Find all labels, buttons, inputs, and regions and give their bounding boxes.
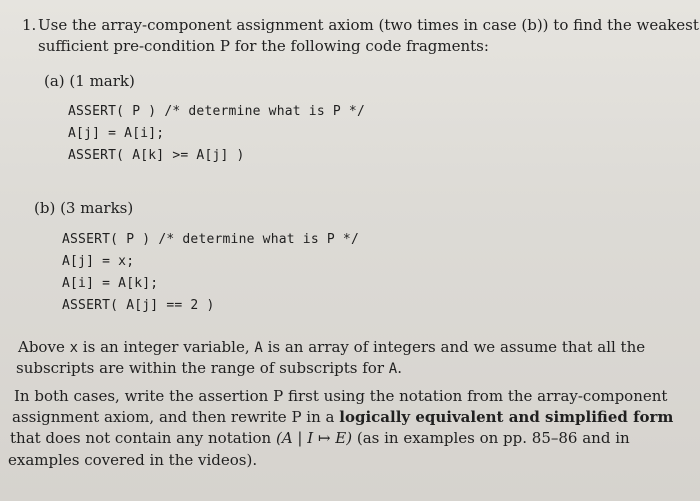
context-paragraph-line-2: subscripts are within the range of subscripts for A. [16,359,402,377]
part-b-code-line-3: A[i] = A[k]; [62,276,159,291]
part-b-code-line-1: ASSERT( P ) /* determine what is P */ [62,232,359,247]
question-number: 1. [22,16,37,34]
part-b-code-line-4: ASSERT( A[j] == 2 ) [62,298,215,313]
part-a-code-line-2: A[j] = A[i]; [68,126,165,141]
question-intro-line-2: sufficient pre-condition P for the following code fragments: [38,37,489,55]
part-a-code-line-1: ASSERT( P ) /* determine what is P */ [68,104,365,119]
part-a-code-line-3: ASSERT( A[k] >= A[j] ) [68,148,245,163]
part-a-label: (a) (1 mark) [44,72,135,90]
question-intro-line-1: Use the array-component assignment axiom (two times in case (b)) to find the weakest [38,16,699,34]
instructions-line-2: assignment axiom, and then rewrite P in a logically equivalent and simplified form [12,408,674,426]
context-paragraph-line-1: Above x is an integer variable, A is an array of integers and we assume that all the [18,338,646,356]
instructions-line-3: that does not contain any notation (A | I ↦ E) (as in examples on pp. 85–86 and in [10,429,630,447]
instructions-line-4: examples covered in the videos). [8,451,258,469]
part-b-code-line-2: A[j] = x; [62,254,135,269]
part-b-label: (b) (3 marks) [34,199,134,217]
instructions-line-1: In both cases, write the assertion P first using the notation from the array-component [14,387,668,405]
